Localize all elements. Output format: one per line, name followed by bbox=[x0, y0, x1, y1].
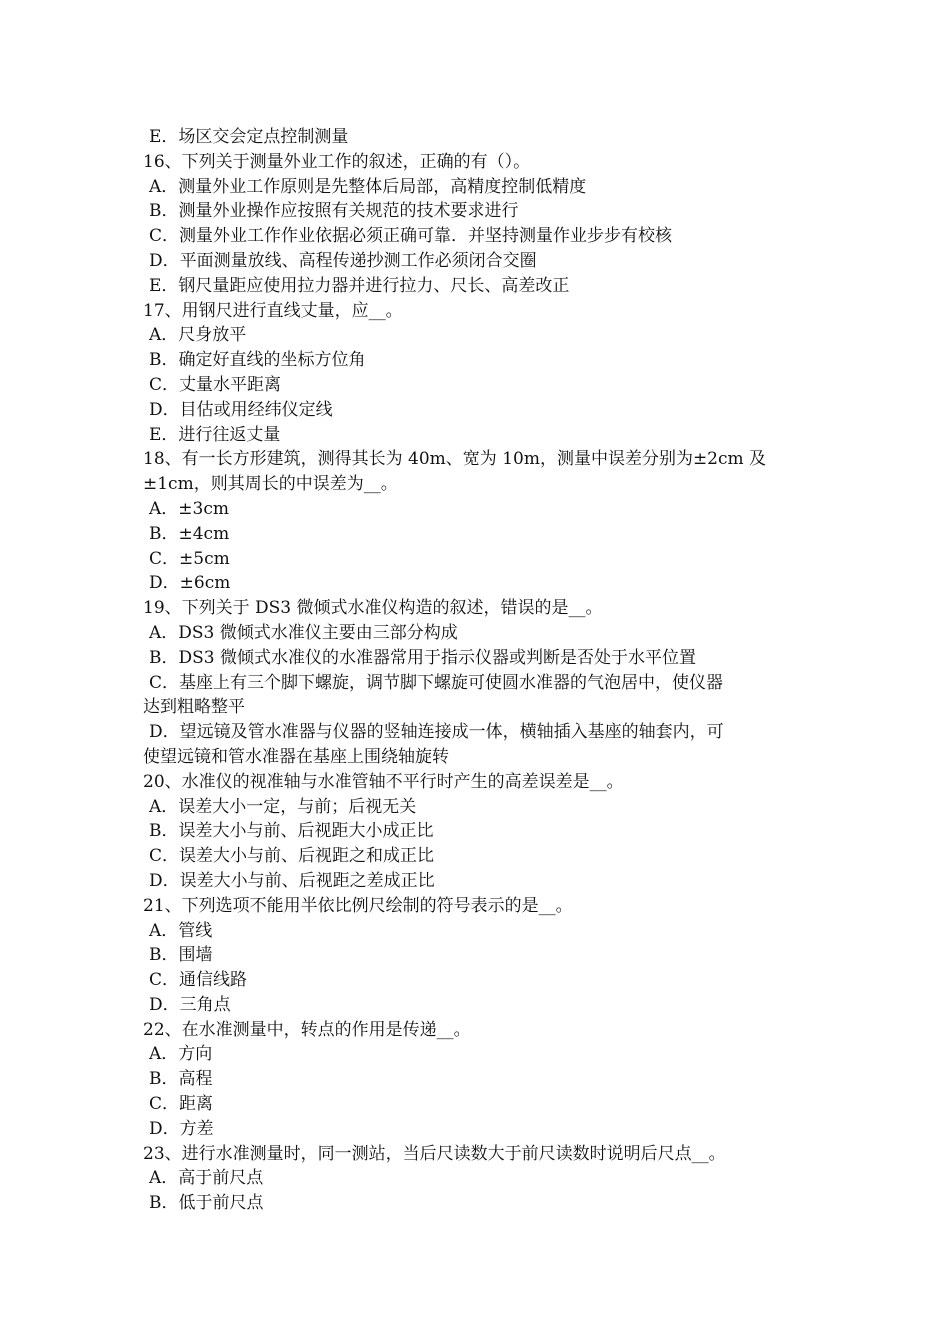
answer-option: A．±3cm bbox=[149, 498, 229, 519]
answer-option: A．尺身放平 bbox=[149, 325, 247, 346]
answer-option: C．距离 bbox=[149, 1094, 214, 1115]
answer-option: B．误差大小与前、后视距大小成正比 bbox=[149, 821, 434, 842]
answer-option: C．测量外业工作作业依据必须正确可靠．并坚持测量作业步步有校核 bbox=[149, 226, 673, 247]
question-text: 18、有一长方形建筑，测得其长为 40m、宽为 10m，测量中误差分别为±2cm 及 bbox=[143, 449, 767, 470]
answer-option: C．通信线路 bbox=[149, 970, 248, 991]
answer-option: E．场区交会定点控制测量 bbox=[149, 127, 349, 147]
answer-option: D．方差 bbox=[149, 1118, 214, 1139]
answer-option: C．误差大小与前、后视距之和成正比 bbox=[149, 846, 435, 867]
continuation-text: 使望远镜和管水准器在基座上围绕轴旋转 bbox=[143, 746, 449, 767]
answer-option: C．基座上有三个脚下螺旋，调节脚下螺旋可使圆水准器的气泡居中，使仪器 bbox=[149, 672, 724, 693]
answer-option: A．测量外业工作原则是先整体后局部，高精度控制低精度 bbox=[149, 176, 587, 197]
document-body bbox=[143, 125, 813, 1216]
answer-option: E．进行往返丈量 bbox=[149, 424, 281, 445]
question-text: 16、下列关于测量外业工作的叙述，正确的有（）。 bbox=[143, 151, 531, 172]
question-text: 17、用钢尺进行直线丈量，应__。 bbox=[143, 300, 403, 321]
answer-option: C．丈量水平距离 bbox=[149, 374, 282, 395]
answer-option: D．望远镜及管水准器与仪器的竖轴连接成一体，横轴插入基座的轴套内，可 bbox=[149, 722, 724, 743]
answer-option: D．目估或用经纬仪定线 bbox=[149, 399, 333, 420]
answer-option: B．围墙 bbox=[149, 945, 213, 966]
question-text: 19、下列关于 DS3 微倾式水准仪构造的叙述，错误的是__。 bbox=[143, 598, 603, 619]
answer-option: D．平面测量放线、高程传递抄测工作必须闭合交圈 bbox=[149, 250, 537, 271]
answer-option: A．管线 bbox=[149, 920, 213, 941]
question-text: 21、下列选项不能用半依比例尺绘制的符号表示的是__。 bbox=[143, 895, 573, 916]
answer-option: B．测量外业操作应按照有关规范的技术要求进行 bbox=[149, 201, 519, 222]
question-text: 23、进行水准测量时，同一测站，当后尺读数大于前尺读数时说明后尺点__。 bbox=[143, 1143, 726, 1164]
answer-option: B．高程 bbox=[149, 1069, 213, 1090]
question-text: 20、水准仪的视准轴与水准管轴不平行时产生的高差误差是__。 bbox=[143, 771, 624, 792]
answer-option: A．DS3 微倾式水准仪主要由三部分构成 bbox=[149, 622, 458, 643]
answer-option: A．误差大小一定，与前；后视无关 bbox=[149, 796, 417, 817]
question-text: 22、在水准测量中，转点的作用是传递__。 bbox=[143, 1019, 471, 1040]
answer-option: B．±4cm bbox=[149, 523, 230, 544]
answer-option: E．钢尺量距应使用拉力器并进行拉力、尺长、高差改正 bbox=[149, 275, 570, 296]
answer-option: D．±6cm bbox=[149, 573, 231, 594]
continuation-text: ±1cm，则其周长的中误差为__。 bbox=[143, 474, 398, 495]
answer-option: A．高于前尺点 bbox=[149, 1168, 264, 1189]
answer-option: B．低于前尺点 bbox=[149, 1193, 264, 1214]
answer-option: D．三角点 bbox=[149, 994, 231, 1015]
continuation-text: 达到粗略整平 bbox=[143, 697, 245, 718]
answer-option: B．确定好直线的坐标方位角 bbox=[149, 350, 366, 371]
answer-option: A．方向 bbox=[149, 1044, 213, 1065]
answer-option: B．DS3 微倾式水准仪的水准器常用于指示仪器或判断是否处于水平位置 bbox=[149, 647, 696, 668]
answer-option: C．±5cm bbox=[149, 548, 230, 569]
answer-option: D．误差大小与前、后视距之差成正比 bbox=[149, 870, 435, 891]
